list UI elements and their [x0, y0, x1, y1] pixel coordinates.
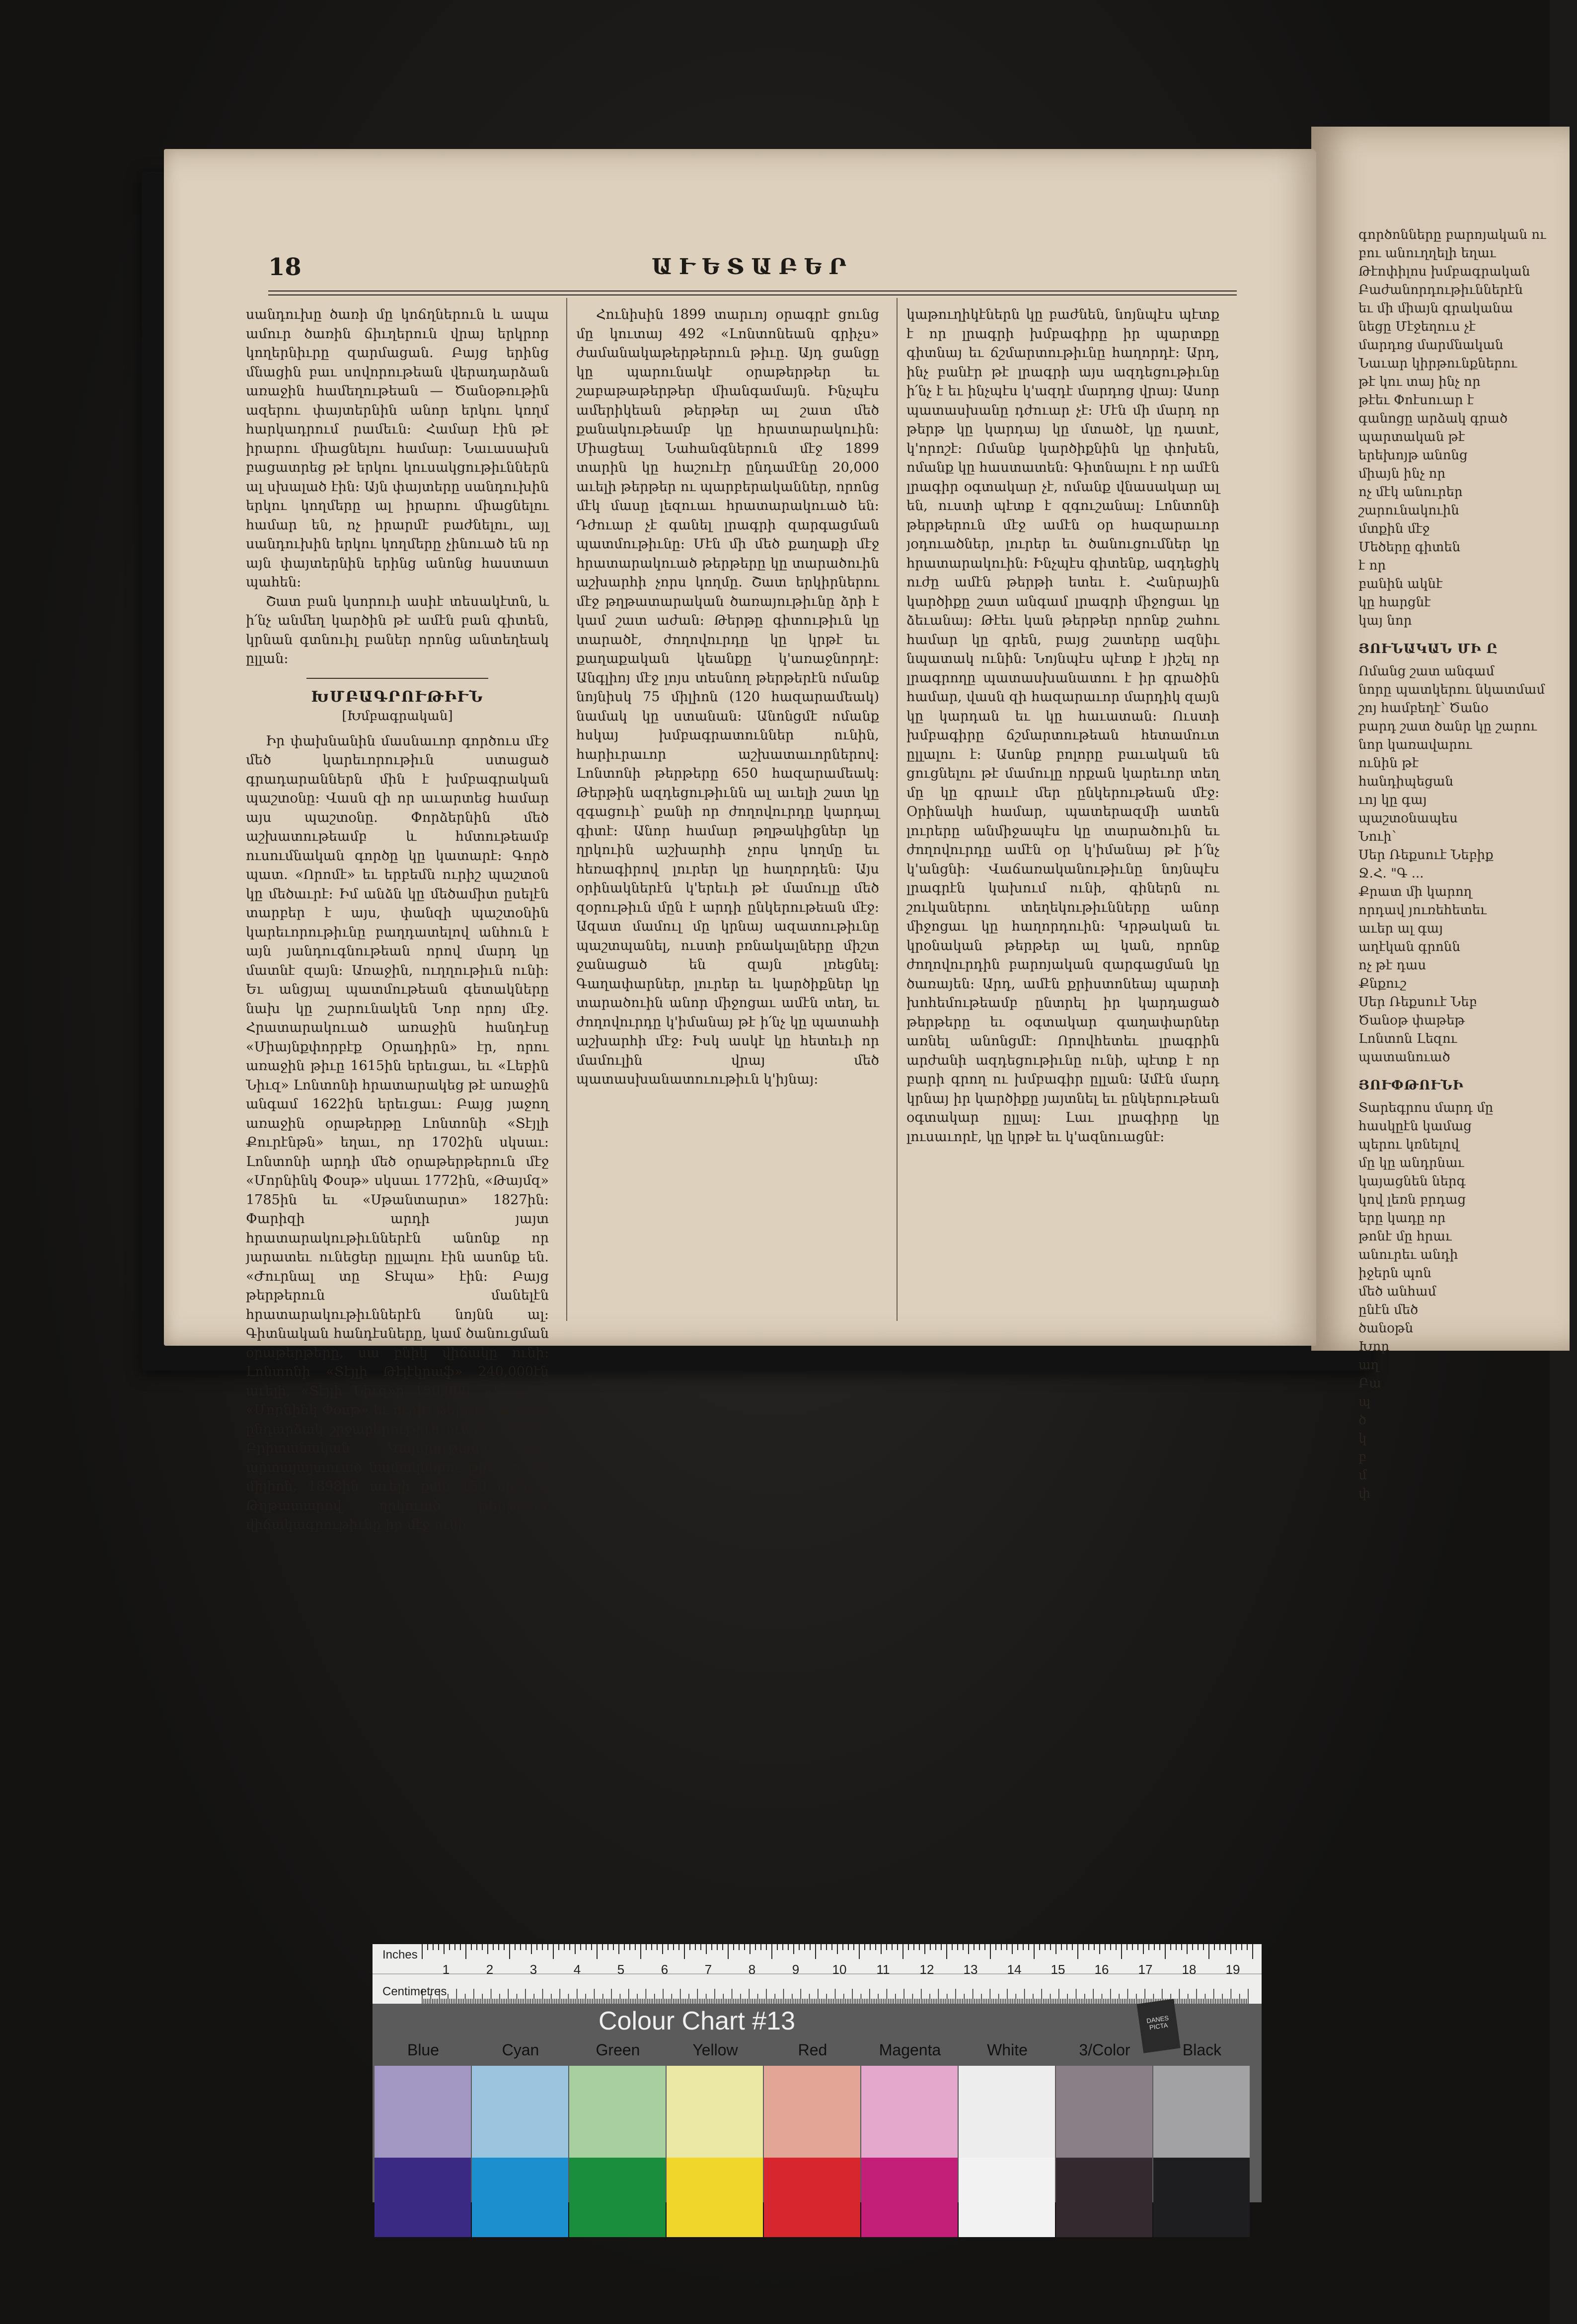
right-page-line: պերու կռնելով — [1358, 1137, 1459, 1152]
right-page-line: պաշտօնապես — [1358, 811, 1458, 826]
swatch-dark — [959, 2158, 1055, 2237]
swatch-dark — [667, 2158, 763, 2237]
right-page-lines-bottom — [1358, 1099, 1577, 1503]
right-page-line: պ — [1358, 1394, 1371, 1409]
right-page-line: մ — [1358, 1468, 1367, 1483]
swatch-label: 3/Color — [1079, 2041, 1130, 2059]
right-page-line: Ծանօթ փաթեթ — [1358, 1013, 1465, 1028]
right-page-line: Բաժանորդութիւններէն — [1358, 283, 1523, 297]
right-page-line: եւ մի միայն գրականա — [1358, 301, 1513, 316]
page-number: 18 — [268, 253, 301, 281]
right-page-line: պատանուած — [1358, 1050, 1450, 1065]
paragraph: սանդուխը ծառի մը կոճղներուն և ապա ամուր ծառին ճիւղերուն վրայ երկրոր կողերնիւրը զարմացան. Բայց երինց մնացին բաւ սովորութեան վերադարձան առաջին համեղութեան — Ծանօթութին ազերու փայտերնին անոր երկու կողմ հարկադրում րամեւն։ Համար էին թէ իրարու միացնելու համար։ Նաւասախն բացատրեց թէ երկու կուսակցութիւններն ալ սխալած էին։ Այն փայտերը սանդուխին երկու կողմերը ալ իրարու միացնելու համար են, ոչ իրարմէ բաժնելու, այլ սանդուխին երկու կողմերը չինուած են որ այն փայտերնին երինց անոնց հաստատ պահեն։ — [246, 307, 549, 590]
right-page-line: գործոնները բարոյական ու — [1358, 227, 1546, 242]
swatch-label: Blue — [407, 2041, 440, 2059]
right-page-line: Տարեգրոս մարդ մը — [1358, 1100, 1494, 1115]
right-page-line: Ջ.Հ. "Գ ... — [1358, 866, 1424, 881]
ruler-inch-number: 9 — [792, 1962, 800, 1977]
right-page-line: երեխոյթ անոնց — [1358, 448, 1468, 463]
right-page-line: Թէոփիլոս խմբագրական — [1358, 264, 1530, 279]
right-page-line: Սեր Ռեքսուէ Նեբ — [1358, 995, 1477, 1010]
right-page-line: կ — [1358, 1431, 1367, 1446]
swatch-light — [569, 2066, 666, 2158]
right-page-line: նեցը Մէջեղուս չէ — [1358, 319, 1476, 334]
right-page-line: կով լեռն բրդաց — [1358, 1192, 1466, 1207]
ruler-inch-number: 12 — [919, 1962, 934, 1977]
ruler-inch-number: 19 — [1225, 1962, 1240, 1977]
swatch-light — [1056, 2066, 1152, 2158]
right-page-line: Մեծերը գիտեն — [1358, 540, 1461, 555]
right-page-lines-top — [1358, 226, 1577, 630]
right-page-line: Խոր — [1358, 1339, 1390, 1354]
right-page-line: պարտական թէ — [1358, 430, 1465, 444]
right-page-line: ծ — [1358, 1413, 1366, 1428]
ruler-inch-number: 5 — [617, 1962, 625, 1977]
chart-logo: DANES PICTA — [1136, 1999, 1180, 2053]
ruler-centimetres-label: Centimetres — [382, 1985, 447, 1998]
swatch-dark — [1056, 2158, 1152, 2237]
text-column-3 — [906, 305, 1219, 1318]
colour-chart-title: Colour Chart #13 — [599, 2007, 795, 2035]
right-page-line: ոչ մէկ անուրեր — [1358, 485, 1463, 500]
right-page-line: երը կադը որ — [1358, 1211, 1446, 1226]
right-page-line: շոյ համբեղէ՝ Ծանօ — [1358, 701, 1489, 716]
right-page-line: Նուի՝ — [1358, 829, 1397, 844]
right-page-line: մարդոց մարմնական — [1358, 338, 1503, 353]
right-page-line: Ոմանց շատ անգամ — [1358, 664, 1495, 679]
ruler-inch-number: 18 — [1182, 1962, 1197, 1977]
swatch-dark — [375, 2158, 471, 2237]
paragraph: կաթուղիկէներն կը բաժնեն, նոյնպէս պէտք է որ լրագրի խմբագիրը իր պարտքը գիտնայ եւ ճշմարտութիւնը հաղորդէ։ Արդ, ինչ բանէր թէ լրագրի այս ազդեցութիւնը ի՛նչ է եւ ինչպէս կ'ազդէ մարդոց վրայ։ Ասոր պատասխանը դժուար չէ։ Մէն մի մարդ որ թերթ կը կարդայ կը մտածէ, կը դատէ, կ'որոշէ։ Ոմանք կարծիքնին կը փոխեն, ոմանք կը հաստատեն։ Գիտնալու է որ ամէն լրագիր օգտակար չէ, ոմանք վնասակար ալ են, ուստի պէտք է զգուշանալ։ Լոնտոնի թերթերուն մէջ ամէն օր հազարաւոր յօդուածներ, լուրեր եւ ծանուցումներ կը հրատարակուին։ Ինչպէս գիտենք, ազդեցիկ ուժը ամէն թերթի ետեւ է. Հանրային կարծիքը շատ անգամ լրագրի միջոցաւ կը ձեւանայ։ Թէեւ կան թերթեր որոնք շահու համար կը գրեն, բայց շատերը ազնիւ նպատակ ունին։ Նոյնպէս պէտք է յիշել որ լրագրողը պատասխանատու է իր գրածին համար, վասն զի հազարաւոր մարդիկ զայն կը կարդան եւ կը հաւատան։ Ուստի խմբագիրը ճշմարտութեան հետամուտ ըլլալու է։ Ասոնք բոլորը բաւական են ցուցնելու թէ մամուլը որքան կարեւոր տեղ մը կը գրաւէ մեր ընկերութեան մէջ։ Օրինակի համար, պատերազմի ատեն լուրերը անմիջապէս կը տարածուին եւ ժողովուրդը ամէն օր կ'իմանայ թէ ի՛նչ կ'անցնի։ Վաճառականութիւնը նոյնպէս լրագրէն կախում ունի, գիներն ու շուկաներու տեղեկութիւնները անոր միջոցաւ կը հաղորդուին։ Կրթական եւ կրօնական թերթեր ալ կան, որոնք ժողովուրդին բարոյական զարգացման կը ծառայեն։ Արդ, ամէն քրիստոնեայ պարտի խոհեմութեամբ ընտրել իր կարդացած թերթերը եւ օգտակար գաղափարներ առնել անոնցմէ։ Որովհետեւ լրագրին արժանի ազդեցութիւնը ունի, պէտք է որ բարի գրող ու խմբագիր ըլլան։ Ամէն մարդ կրնայ իր կարծիքը յայտնել եւ ընկերութեան օգտակար ըլլալ։ Լաւ լրագիրը կը լուսաւորէ, կը կրթէ եւ կ'ազնուացնէ։ — [906, 307, 1219, 1145]
right-page-lines-mid — [1358, 662, 1577, 1067]
page-header — [268, 243, 1237, 288]
right-page-line: բարդ շատ ծանր կը շարու — [1358, 719, 1537, 734]
ruler-inch-number: 17 — [1138, 1962, 1153, 1977]
swatch-dark — [861, 2158, 958, 2237]
right-page-line: մը կը անդրնաւ — [1358, 1156, 1464, 1170]
ruler-inches-label: Inches — [382, 1948, 418, 1961]
right-page-line: միայն ինչ որ — [1358, 466, 1446, 481]
ruler-inch-number: 11 — [876, 1962, 890, 1977]
ruler-inch-number: 4 — [573, 1962, 581, 1977]
journal-title: ԱՒԵՏԱԲԵՐ — [651, 254, 854, 280]
column-rule — [897, 298, 898, 1321]
paragraph: Հունիսին 1899 տարւոյ օրագրէ ցունց մը կուտայ 492 «Լոնտոնեան գրիչս» ժամանակաթերթերուն թիւը. Այդ ցանցը կը պարունակէ օրաթերթեր եւ շաբաթաթերթեր միանգամայն. Ինչպէս ամերիկեան թերթեր ալ շատ մեծ քանակութեամբ կը հրատարակուին։ Միացեալ Նահանգներուն մէջ 1899 տարին կը հաշուէր ընդամէնը 20,000 աւելի թերթեր ու պարբերականներ, որոնց մէկ մասը լեզուաւ հրատարակուած են։ Դժուար չէ գանել լրագրի զարգացման պատմութիւնը։ Մէն մի մեծ քաղաքի մէջ հրատարակուած թերթերը կը տարածուին աշխարհի չորս կողմը. Շատ երկիրներու մէջ թղթատարական ծառայութիւնը ձրի է կամ շատ աժան։ Թերթը գիտութիւն կը տարածէ, ժողովուրդը կը կրթէ եւ քաղաքական կեանքը կ'առաջնորդէ։ Անգլիոյ մէջ լոյս տեսնող թերթերէն ոմանք նոյնիսկ 75 միլիոն (120 հազարամեակ) նամակ կը ստանան։ Անոնցմէ ոմանք հսկայ խմբագրատուններ ունին, հարիւրաւոր աշխատաւորներով։ Լոնտոնի թերթերը 650 հազարամեակ։ Թերթին ազդեցութիւնն ալ աւելի շատ կը զգացուի՝ քանի որ ժողովուրդը կարդալ գիտէ։ Անոր համար թղթակիցներ կը ղրկուին աշխարհի չորս կողմը եւ հեռագիրով լուրեր կը հաղորդեն։ Այս օրինակներէն կ'երեւի թէ մամուլը մեծ զօրութիւն մըն է արդի ընկերութեան մէջ։ Ազատ մամուլ մը կրնայ ազատութիւնը պաշտպանել, ուստի բռնակալները միշտ ջանացած են զայն լռեցնել։ Գաղափարներ, լուրեր եւ կարծիքներ կը տարածուին անոր միջոցաւ ամէն տեղ, եւ ժողովուրդը կ'իմանայ թէ ի՛նչ կը պատահի աշխարհի մէջ։ Իսկ ասկէ կը հետեւի որ մամուլին վրայ մեծ պատասխանատուութիւն կ'իյնայ։ — [576, 307, 879, 1087]
column-rule — [566, 298, 567, 1321]
ruler-inch-number: 3 — [529, 1962, 537, 1977]
swatch-light — [764, 2066, 860, 2158]
right-page-line: աղ — [1358, 1358, 1379, 1373]
right-page-line: թոնէ մը հրաւ — [1358, 1229, 1452, 1244]
right-page-line: ոչ թէ դաս — [1358, 958, 1427, 973]
right-page-line: Սեր Ռեքսուէ Նեբիք — [1358, 848, 1494, 863]
swatch-dark — [1153, 2158, 1250, 2237]
swatch-dark — [569, 2158, 666, 2237]
paragraph: Իր փախնանին մասնաւոր գործուս մէջ մեծ կարեւորութիւն ստացած գրադարաններն մին է խմբագրական պաշտօնը։ Վասն զի որ աւարտեց համար այս պաշտօնը. Փորձերնին մեծ աշխատութեամբ և հմտութեամբ ուսումնական գործը կը կատարէ։ Գործ պատ. «Որոմէ» եւ երբեմն ուրիշ պաշտօն կը մեծաւրէ։ Իմ անձն կը մեծամիտ ըսելէն տարբեր է այս, փանզի պաշտօնին կարեւորութիւնը բաղդատելով անհուն է այն յանդուգնութեան որով մարդ կը մատնէ զայն։ Առաջին, ուղղութիւն ունի։ Եւ անցյալ պատմութեան գետակները նախ կը շարունակեն Նոր որոյ մէջ. Հրատարակուած առաջին հանդէսը «Միայնքփորբէք Օրադիրն» էր, որու առաջին թիւը 1615ին երեւցաւ, եւ «Լեբին Նիւզ» Լոնտոնի հրատարակեց թէ առաջին անգամ 1622ին երեւցաւ։ Բայց յաջող առաջին օրաթերթը Լոնտոնի «Տէյլի Քուրէնթն» եղաւ, որ 1702ին սկսաւ։ Լոնտոնի արդի մեծ օրաթերթերուն մէջ «Մորնինկ Փօսթ» սկսաւ 1772ին, «Թայմզ» 1785ին եւ «Սթանտարտ» 1827ին։ Փարիզի արդի յայտ հրատարակութիւններէն անոնք որ յարատեւ ունեցեր ըլլալու էին ասոնք են. «Ժուրնալ տը Տէպա» էին։ Բայց թերթերուն մանելէն հրատարակութիւններէն նոյնն ալ։ Գիտնական հանդէսները, կամ ծանուցման օրաթերթերը, սա բնիկ վիճակը ունի։ Լոնտոնի «Տէյլի Թէլէկրաֆ» 240,000էն աւելի, «Տէյլի Նիւզ»ը 150,000, «Թայմզ» «Մորնինկ Փօսթ» եւ ուրիշ թերթեր ալ շատ ընդարձակ շրջաբերութիւն ունին։ 1830ին Բրիտանական Կայսրութեան մէջ արտայայտուած նամակներու թիւն էր 30 միլիոն, 1898ին աւելի քան 150 միլիոն։ Թղթատարով ղրկուած թերթերու վիճակագրութիւնը իր մէջ ունի։ — [246, 733, 549, 1532]
right-page-line: կը հարցնէ — [1358, 595, 1431, 610]
right-page-line: որդավ յուռեհետեւ — [1358, 903, 1487, 918]
swatch-light — [1153, 2066, 1250, 2158]
swatch-labels — [373, 2041, 1262, 2066]
right-page-heading-2: ՅՈՒՓԹՈՒՆԻ — [1358, 1078, 1464, 1093]
right-page-line: թէեւ Փոէսուար է — [1358, 393, 1474, 408]
section-title: ԽՄԲԱԳՐՈՒԹԻՒՆ — [311, 688, 484, 706]
swatch-dark — [764, 2158, 860, 2237]
text-column-2 — [576, 305, 879, 1318]
right-page-line: մտքին մէջ — [1358, 521, 1430, 536]
swatch-label: Green — [596, 2041, 640, 2059]
ruler-inch-number: 15 — [1051, 1962, 1065, 1977]
document-page — [164, 149, 1316, 1532]
right-page-line: նոր կառավարու — [1358, 737, 1472, 752]
right-page-line: բ — [1358, 1450, 1367, 1464]
right-page-line: է որ — [1358, 558, 1386, 573]
swatch-label: Magenta — [879, 2041, 941, 2059]
right-page-line: շարունակուին — [1358, 503, 1459, 518]
swatch-label: Yellow — [692, 2041, 738, 2059]
ruler — [373, 1944, 1262, 2004]
right-page-line: աղէկան գրոնն — [1358, 940, 1460, 954]
ruler-inch-number: 10 — [832, 1962, 847, 1977]
right-page-line: Քնքուշ — [1358, 976, 1407, 991]
ruler-inch-number: 8 — [748, 1962, 756, 1977]
swatch-label: White — [987, 2041, 1028, 2059]
right-page-line: ընէն մեծ — [1358, 1303, 1419, 1317]
swatch-label: Red — [798, 2041, 827, 2059]
right-page — [1311, 127, 1570, 1501]
swatch-label: Black — [1182, 2041, 1222, 2059]
right-page-line: հանդիպեցան — [1358, 774, 1453, 789]
swatch-light — [959, 2066, 1055, 2158]
ruler-ticks — [373, 1944, 1262, 2004]
swatch-light — [861, 2066, 958, 2158]
ruler-inch-number: 13 — [963, 1962, 978, 1977]
right-page-line: Նաւար կիրթունքներու — [1358, 356, 1517, 371]
right-page-line: հասկըէն կամաց — [1358, 1119, 1472, 1134]
right-page-line: նորը պատկերու նկատմամ — [1358, 682, 1545, 697]
right-page-line: աւեր ալ գայ — [1358, 921, 1443, 936]
right-page-line: կայ նոր — [1358, 613, 1412, 628]
ruler-inch-number: 6 — [661, 1962, 669, 1977]
ruler-inch-number: 14 — [1007, 1962, 1022, 1977]
right-page-line: գանոցը արձակ գրած — [1358, 411, 1508, 426]
right-page-line: փ — [1358, 1486, 1371, 1501]
right-page-line: կայացնեն ներգ — [1358, 1174, 1466, 1189]
right-page-text — [1358, 226, 1577, 1503]
swatch-label: Cyan — [502, 2041, 539, 2059]
section-divider — [306, 678, 488, 679]
right-page-line: բանին ակնէ — [1358, 577, 1443, 591]
ruler-inch-number: 7 — [704, 1962, 712, 1977]
right-page-line: թէ կու տայ ինչ որ — [1358, 374, 1481, 389]
swatch-dark — [472, 2158, 568, 2237]
right-page-heading-1: ՅՈՒՆԱԿԱՆ ՄԻ Ը — [1358, 642, 1498, 656]
colour-chart — [373, 1944, 1262, 2202]
ruler-inch-number: 16 — [1094, 1962, 1109, 1977]
right-page-line: մեծ անհամ — [1358, 1284, 1436, 1299]
right-page-line: ւոյ կը գայ — [1358, 793, 1427, 807]
header-rule — [268, 290, 1237, 295]
right-page-line: ունին թէ — [1358, 756, 1419, 771]
right-page-line: Լոնտոն Լեզու — [1358, 1031, 1457, 1046]
ruler-inch-number: 1 — [442, 1962, 450, 1977]
right-page-line: անուրեւ անդի — [1358, 1247, 1458, 1262]
swatch-light — [667, 2066, 763, 2158]
text-column-1 — [246, 305, 549, 1532]
swatch-light — [375, 2066, 471, 2158]
right-page-line: բու անուղղելի եղաւ — [1358, 246, 1496, 261]
section-subtitle: [Խմբագրական] — [342, 709, 453, 724]
right-page-line: Բա — [1358, 1376, 1381, 1391]
right-page-line: իջերն պոն — [1358, 1266, 1431, 1281]
right-page-line: ծանօթն — [1358, 1321, 1414, 1336]
right-page-line: Քրատ մի կարող — [1358, 884, 1472, 899]
ruler-inch-number: 2 — [486, 1962, 494, 1977]
swatch-light — [472, 2066, 568, 2158]
paragraph: Շատ բան կսորուի ասիէ տեսակէտն, և ի՛նչ անմեղ կարծին թէ ամէն բան գիտեն, կրնան գտնուիլ բաներ որոնց անտեղեակ ըլլան։ — [246, 593, 549, 666]
